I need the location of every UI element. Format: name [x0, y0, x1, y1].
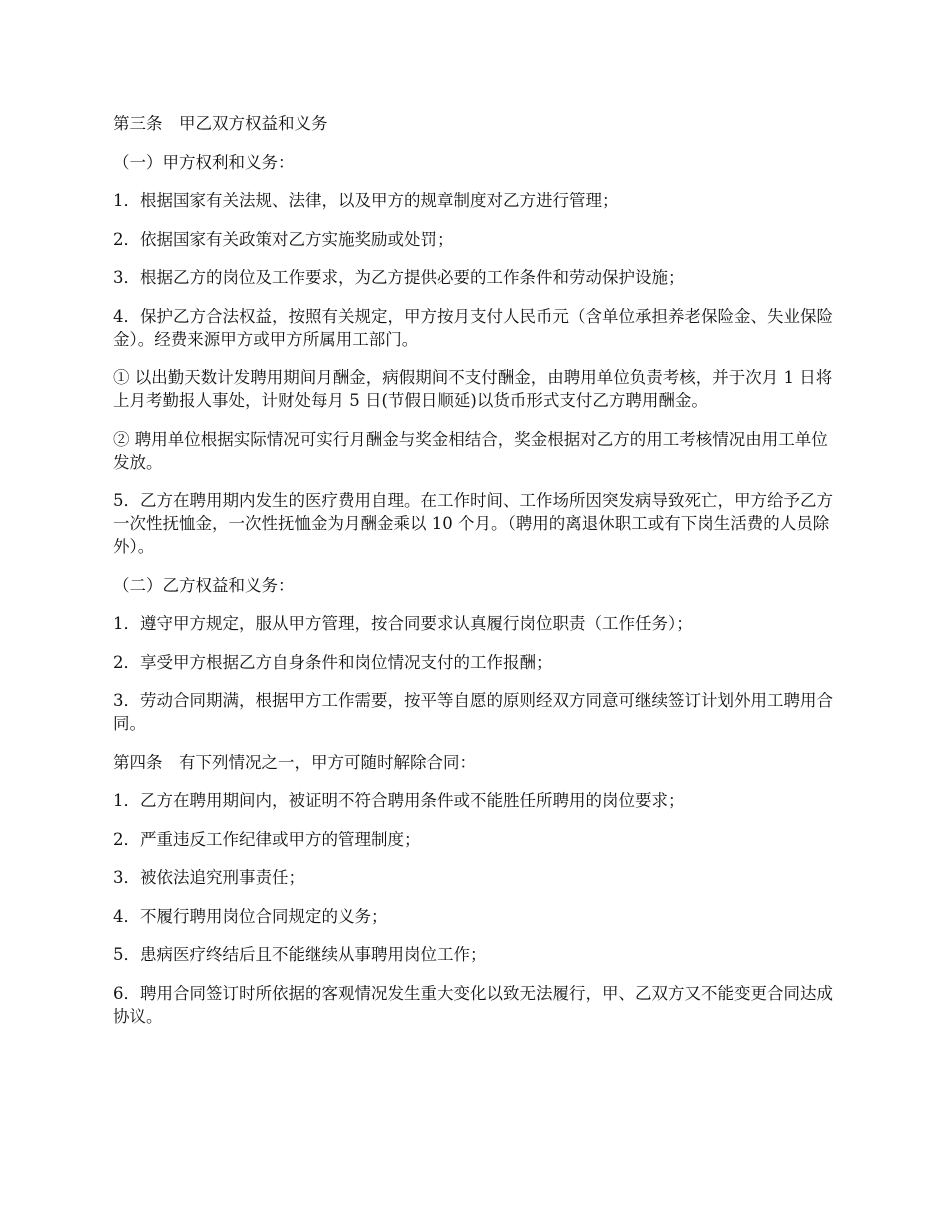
paragraph: 3．根据乙方的岗位及工作要求，为乙方提供必要的工作条件和劳动保护设施； — [113, 268, 685, 287]
paragraph: 4．保护乙方合法权益，按照有关规定，甲方按月支付人民币元（含单位承担养老保险金、失业保险金）。经费来源甲方或甲方所属用工部门。 — [113, 306, 833, 349]
section-party-b-heading: （二）乙方权益和义务： — [113, 575, 295, 595]
paragraph: ② 聘用单位根据实际情况可实行月酬金与奖金相结合，奖金根据对乙方的用工考核情况由用工单位发放。 — [113, 429, 828, 472]
document-body — [113, 112, 838, 1043]
paragraph: 3．劳动合同期满，根据甲方工作需要，按平等自愿的原则经双方同意可继续签订计划外用工聘用合同。 — [113, 691, 833, 733]
paragraph: 1．根据国家有关法规、法律，以及甲方的规章制度对乙方进行管理； — [113, 191, 619, 210]
paragraph: ① 以出勤天数计发聘用期间月酬金，病假期间不支付酬金，由聘用单位负责考核，并于次月 1 日将上月考勤报人事处，计财处每月 5 日(节假日顺延)以货币形式支付乙方聘用酬金。 — [113, 368, 833, 410]
paragraph: 5．患病医疗终结后且不能继续从事聘用岗位工作； — [113, 945, 487, 964]
section-party-a-heading: （一）甲方权利和义务： — [113, 152, 295, 172]
paragraph: 1．遵守甲方规定，服从甲方管理，按合同要求认真履行岗位职责（工作任务）； — [113, 614, 693, 633]
paragraph: 5．乙方在聘用期内发生的医疗费用自理。在工作时间、工作场所因突发病导致死亡，甲方给予乙方一次性抚恤金，一次性抚恤金为月酬金乘以 10 个月。（聘用的离退休职工或有下岗生活费的人员除外）。 — [113, 491, 833, 556]
paragraph: 2．严重违反工作纪律或甲方的管理制度； — [113, 829, 421, 849]
article-4-heading: 第四条 有下列情况之一，甲方可随时解除合同： — [113, 752, 476, 772]
article-3-heading: 第三条 甲乙双方权益和义务 — [113, 114, 328, 133]
paragraph: 1．乙方在聘用期间内，被证明不符合聘用条件或不能胜任所聘用的岗位要求； — [113, 791, 685, 810]
paragraph: 2．享受甲方根据乙方自身条件和岗位情况支付的工作报酬； — [113, 652, 553, 672]
paragraph: 2．依据国家有关政策对乙方实施奖励或处罚； — [113, 229, 454, 249]
paragraph: 6．聘用合同签订时所依据的客观情况发生重大变化以致无法履行，甲、乙双方又不能变更合同达成协议。 — [113, 983, 833, 1026]
paragraph: 3．被依法追究刑事责任； — [113, 868, 305, 887]
paragraph: 4．不履行聘用岗位合同规定的义务； — [113, 906, 388, 926]
